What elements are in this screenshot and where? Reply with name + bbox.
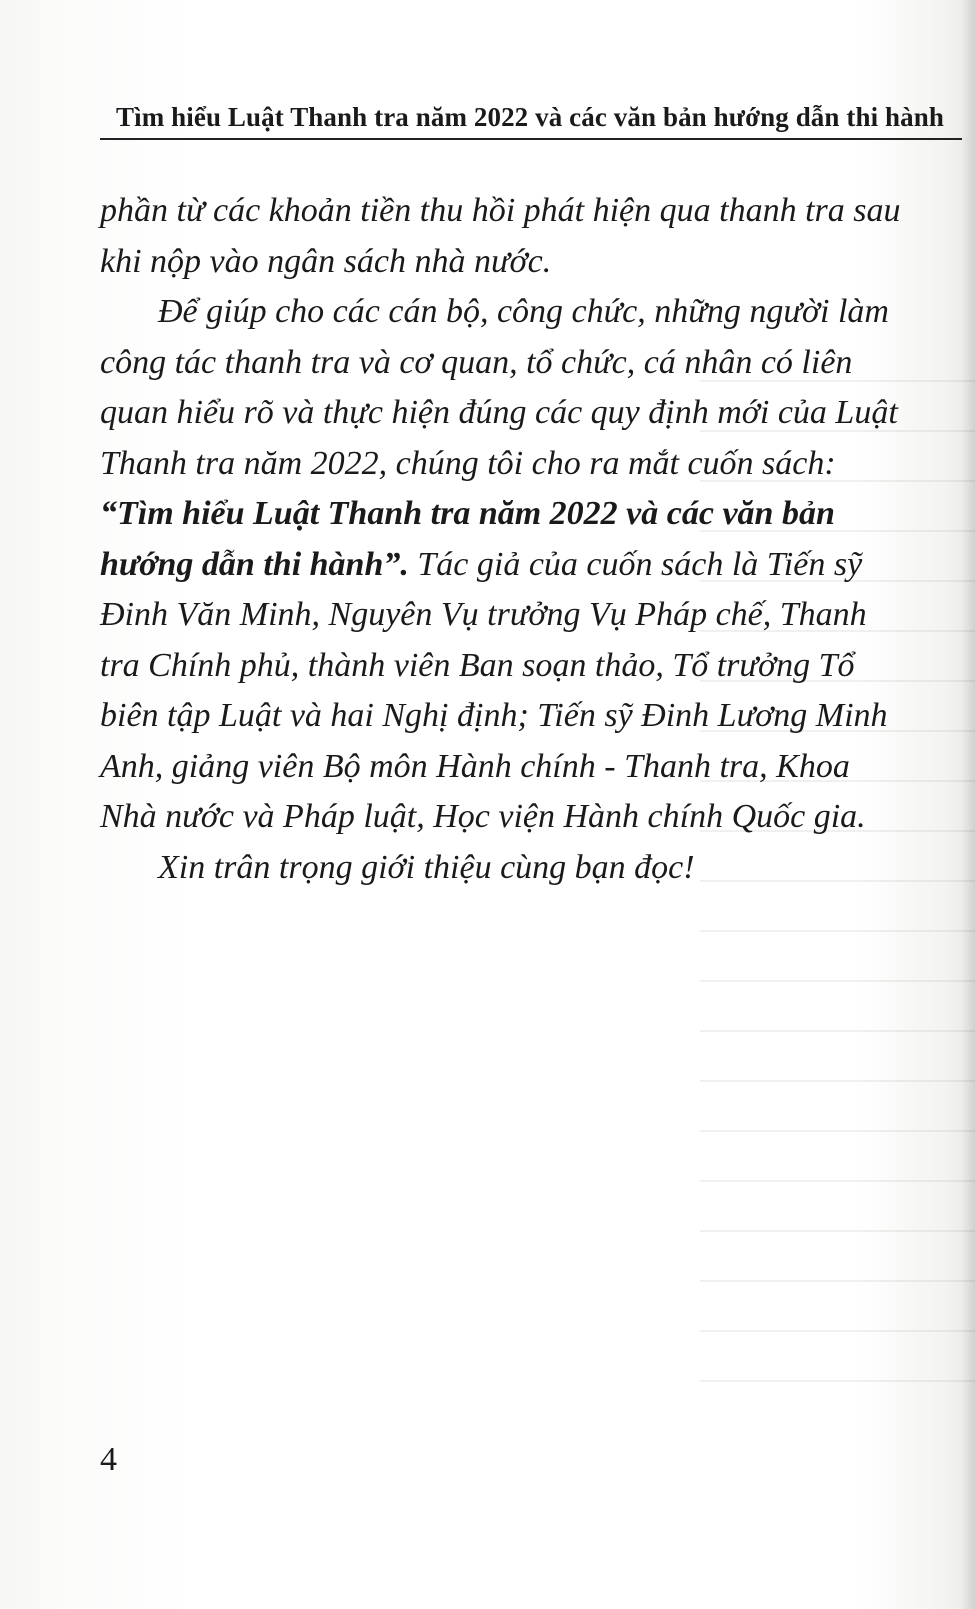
text-line: Thanh tra năm 2022, chúng tôi cho ra mắt cuốn sách:: [100, 444, 836, 482]
text-line: Nhà nước và Pháp luật, Học viện Hành chính Quốc gia.: [100, 798, 866, 835]
paragraph-3: [100, 843, 975, 894]
text-line: Đinh Văn Minh, Nguyên Vụ trưởng Vụ Pháp chế, Thanh: [100, 596, 867, 633]
text-line: Xin trân trọng giới thiệu cùng bạn đọc!: [158, 848, 695, 886]
text-line: biên tập Luật và hai Nghị định; Tiến sỹ Đinh Lương Minh: [100, 697, 888, 734]
text-segment: Tác giả của cuốn sách là Tiến sỹ: [408, 545, 863, 583]
running-header: Tìm hiểu Luật Thanh tra năm 2022 và các văn bản hướng dẫn thi hành: [116, 102, 944, 132]
book-title-end: hướng dẫn thi hành”.: [100, 545, 409, 583]
text-line: [100, 540, 975, 591]
header-rule: [100, 138, 962, 140]
page-number: 4: [100, 1441, 117, 1478]
text-line: công tác thanh tra và cơ quan, tổ chức, cá nhân có liên: [100, 343, 853, 381]
text-line: khi nộp vào ngân sách nhà nước.: [100, 242, 552, 280]
body-text: [100, 186, 975, 893]
text-line: phần từ các khoản tiền thu hồi phát hiện qua thanh tra sau: [100, 192, 901, 229]
text-line: Để giúp cho các cán bộ, công chức, những người làm: [158, 293, 889, 330]
paragraph-2: [100, 287, 975, 843]
book-title-line: “Tìm hiểu Luật Thanh tra năm 2022 và các văn bản: [100, 495, 835, 532]
text-line: quan hiểu rõ và thực hiện đúng các quy định mới của Luật: [100, 394, 898, 431]
text-line: tra Chính phủ, thành viên Ban soạn thảo, Tổ trưởng Tổ: [100, 646, 855, 684]
text-line: Anh, giảng viên Bộ môn Hành chính - Thanh tra, Khoa: [100, 747, 850, 785]
paragraph-1: [100, 186, 975, 287]
